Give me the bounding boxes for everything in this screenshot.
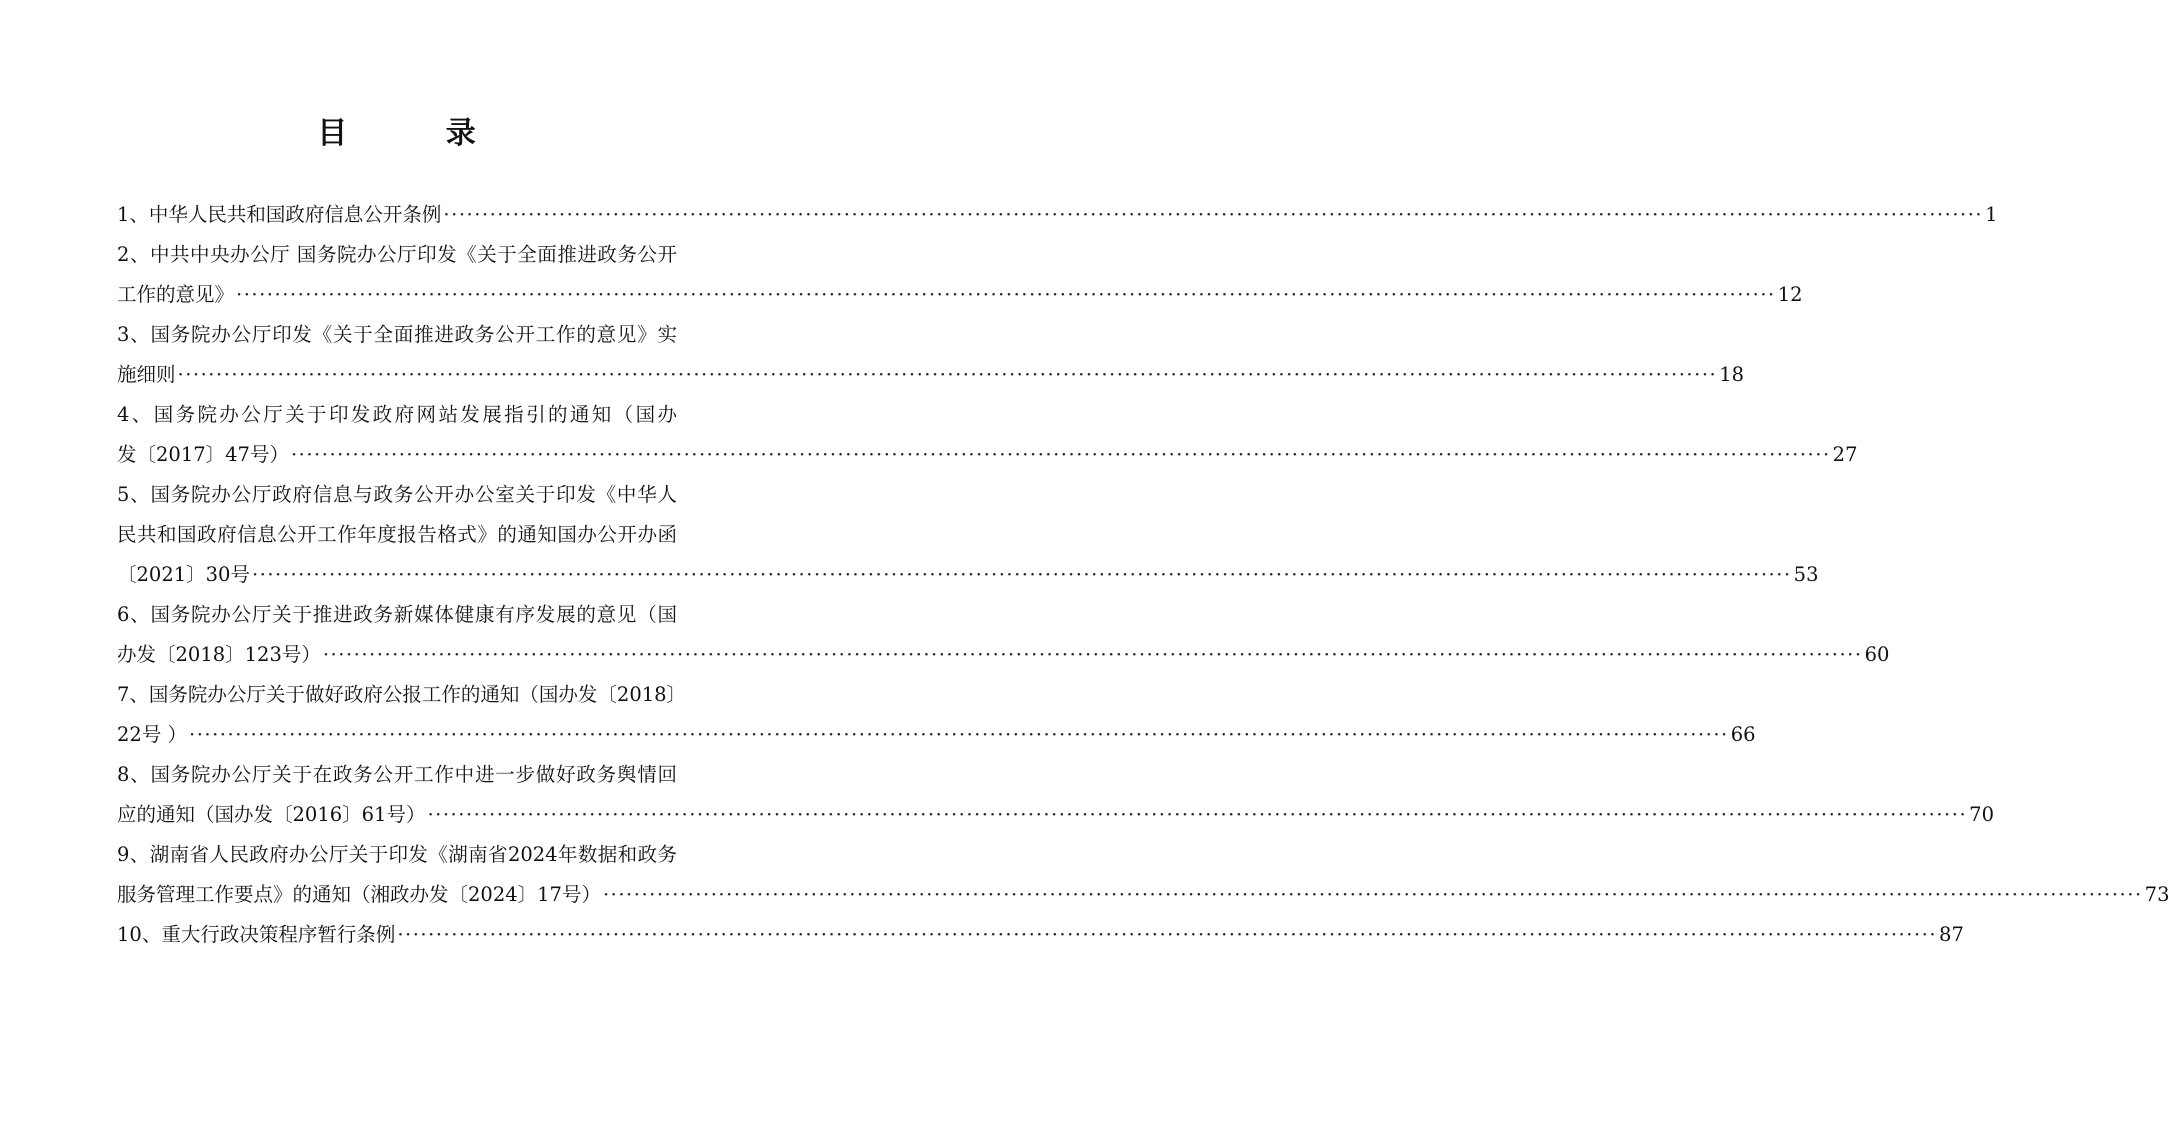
toc-entry-line: 4、国务院办公厅关于印发政府网站发展指引的通知（国办 [117,403,677,426]
toc-entry-title: 〔2021〕30号 [117,563,250,586]
toc-page-number: 70 [1969,803,1994,826]
toc-entry[interactable] [117,475,1819,595]
toc-entry-line: 7、国务院办公厅关于做好政府公报工作的通知（国办发〔2018〕 [117,683,687,706]
toc-entry[interactable] [117,675,1756,755]
toc-entry-title: 发〔2017〕47号） [117,443,289,466]
toc-entry-leader-line [117,195,1998,235]
toc-entry-leader-line [117,635,1890,675]
dot-leader: ········································································································································································································ [177,363,1718,386]
dot-leader: ········································································································································································································ [236,283,1776,306]
toc-entry-title: 工作的意见》 [117,283,235,306]
dot-leader: ········································································································································································································ [397,923,1938,946]
toc-entry[interactable] [117,755,1994,835]
dot-leader: ········································································································································································································ [189,723,1729,746]
toc-entry-title: 施细则 [117,363,176,386]
toc-entry-leader-line [117,915,1964,955]
toc-entry-title: 办发〔2018〕123号） [117,643,321,666]
dot-leader: ········································································································································································································ [443,203,1984,226]
toc-page-number: 1 [1985,203,1998,226]
toc-entry-line: 8、国务院办公厅关于在政务公开工作中进一步做好政务舆情回 [117,763,677,786]
toc-page-number: 66 [1730,723,1756,746]
toc-entry-line: 6、国务院办公厅关于推进政务新媒体健康有序发展的意见（国 [117,603,677,626]
toc-entry[interactable] [117,915,1964,955]
toc-entry-line: 2、中共中央办公厅 国务院办公厅印发《关于全面推进政务公开 [117,243,677,266]
dot-leader: ········································································································································································································ [251,563,1792,586]
toc-entry[interactable] [117,235,1803,315]
toc-entry-leader-line [117,435,1858,475]
table-of-contents [117,195,2169,955]
toc-page-number: 87 [1939,923,1964,946]
toc-entry-line: 5、国务院办公厅政府信息与政务公开办公室关于印发《中华人 [117,483,677,506]
toc-entry-line: 民共和国政府信息公开工作年度报告格式》的通知国办公开办函 [117,523,677,546]
toc-entry-title: 10、重大行政决策程序暂行条例 [117,923,396,946]
dot-leader: ········································································································································································································ [427,803,1968,826]
toc-entry[interactable] [117,595,1890,675]
toc-entry[interactable] [117,835,2169,915]
dot-leader: ········································································································································································································ [602,883,2143,906]
toc-entry[interactable] [117,395,1858,475]
toc-entry-title: 应的通知（国办发〔2016〕61号） [117,803,426,826]
toc-page-number: 53 [1793,563,1819,586]
toc-page-number: 18 [1719,363,1745,386]
toc-entry-title: 服务管理工作要点》的通知（湘政办发〔2024〕17号） [117,883,601,906]
toc-entry-leader-line [117,555,1819,595]
toc-entry-leader-line [117,355,1745,395]
toc-entry-leader-line [117,875,2169,915]
toc-title: 目 录 [317,116,520,151]
toc-entry-leader-line [117,795,1994,835]
toc-entry-line: 9、湖南省人民政府办公厅关于印发《湖南省2024年数据和政务 [117,843,677,866]
toc-page-number: 27 [1832,443,1858,466]
toc-page-number: 73 [2144,883,2169,906]
toc-entry[interactable] [117,195,1998,235]
toc-page-number: 60 [1864,643,1890,666]
toc-entry-title: 22号 ） [117,723,188,746]
toc-entry-line: 3、国务院办公厅印发《关于全面推进政务公开工作的意见》实 [117,323,677,346]
toc-entry-leader-line [117,715,1756,755]
dot-leader: ········································································································································································································ [290,443,1831,466]
toc-page-number: 12 [1777,283,1803,306]
toc-entry-title: 1、中华人民共和国政府信息公开条例 [117,203,442,226]
toc-entry[interactable] [117,315,1745,395]
toc-entry-leader-line [117,275,1803,315]
dot-leader: ········································································································································································································ [322,643,1863,666]
